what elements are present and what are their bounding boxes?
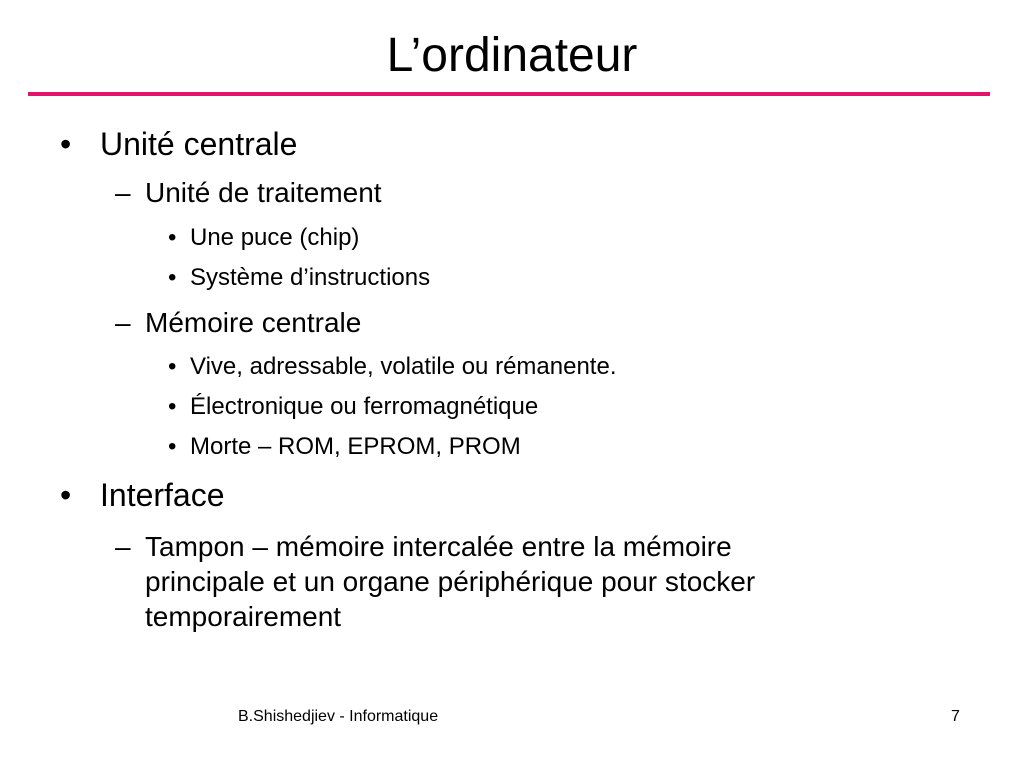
bullet-electronique: Électronique ou ferromagnétique	[190, 393, 539, 420]
dash-marker: –	[115, 531, 131, 562]
footer-author: B.Shishedjiev - Informatique	[238, 708, 439, 725]
bullet-marker: •	[168, 393, 177, 420]
slide-title: L’ordinateur	[386, 29, 638, 82]
bullet-marker: •	[168, 353, 177, 380]
bullet-vive-adressable: Vive, adressable, volatile ou rémanente.	[190, 353, 617, 380]
bullet-unite-de-traitement: Unité de traitement	[145, 177, 382, 208]
bullet-marker: •	[168, 433, 177, 460]
bullet-tampon-line-2: principale et un organe périphérique pour stocker	[145, 566, 756, 597]
dash-marker: –	[115, 177, 131, 208]
bullet-une-puce: Une puce (chip)	[190, 224, 360, 251]
bullet-memoire-centrale: Mémoire centrale	[145, 307, 362, 338]
bullet-unite-centrale: Unité centrale	[100, 126, 298, 162]
bullet-morte-rom: Morte – ROM, EPROM, PROM	[190, 433, 521, 460]
dash-marker: –	[115, 307, 131, 338]
bullet-interface: Interface	[100, 477, 225, 513]
bullet-marker: •	[60, 126, 72, 162]
bullet-marker: •	[60, 477, 72, 513]
bullet-tampon-line-1: Tampon – mémoire intercalée entre la mémoire	[145, 531, 732, 562]
footer-page-number: 7	[951, 708, 960, 725]
bullet-systeme-instructions: Système d’instructions	[190, 264, 431, 291]
bullet-tampon-line-3: temporairement	[145, 601, 342, 632]
bullet-marker: •	[168, 224, 177, 251]
bullet-marker: •	[168, 264, 177, 291]
